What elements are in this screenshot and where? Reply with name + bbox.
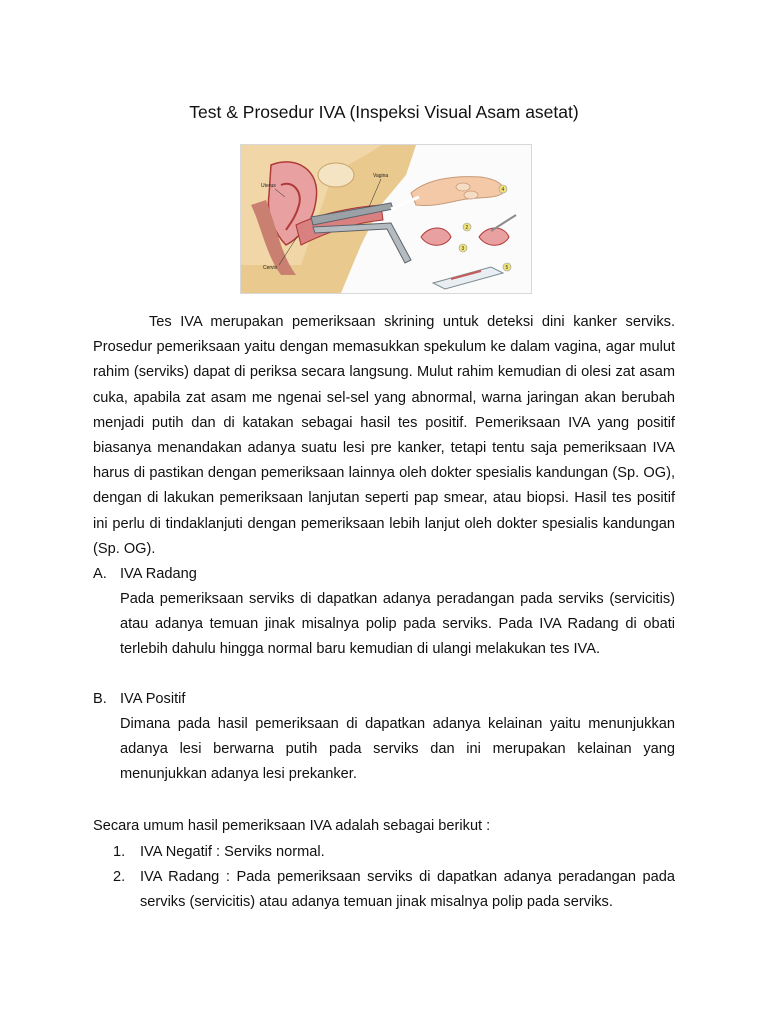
swab-tool xyxy=(491,215,516,231)
result-number: 1. xyxy=(113,844,126,860)
step-number: 4 xyxy=(501,187,505,193)
section-b-marker: B. xyxy=(93,691,107,707)
result-item: IVA Negatif : Serviks normal. xyxy=(140,844,325,860)
label-cervix: Cervix xyxy=(263,265,278,271)
section-b-text: Dimana pada hasil pemeriksaan di dapatkan adanya kelainan yaitu menunjukkan adanya lesi berwarna putih pada serviks dan ini merupakan kelainan yang menunjukkan adanya lesi prekanker. xyxy=(120,716,675,783)
result-item: IVA Radang : Pada pemeriksaan serviks di dapatkan adanya peradangan pada serviks (servicitis) atau adanya temuan jinak misalnya polip pada serviks. xyxy=(140,869,675,911)
hand-shape xyxy=(411,177,504,206)
intro-paragraph: Tes IVA merupakan pemeriksaan skrining untuk deteksi dini kanker serviks. Prosedur pemeriksaan yaitu dengan memasukkan spekulum ke dalam vagina, agar mulut rahim (serviks) dapat di periksa secara langsung. Mulut rahim kemudian di olesi zat asam cuka, apabila zat asam me ngenai sel-sel yang abnormal, warna jaringan akan berubah menjadi putih dan di katakan sebagai hasil tes positif. Pemeriksaan IVA yang positif biasanya menandakan adanya suatu lesi pre kanker, tetapi tentu saja pemeriksaan IVA harus di pastikan dengan pemeriksaan lainnya oleh dokter spesialis kandungan (Sp. OG), dengan di lakukan pemeriksaan lanjutan seperti pap smear, atau biopsi. Hasil tes positif ini perlu di tindaklanjuti dengan pemeriksaan lebih lanjut oleh dokter spesialis kandungan (Sp. OG). xyxy=(93,314,675,557)
anatomy-diagram xyxy=(241,145,531,293)
cervix-closeup-2 xyxy=(479,228,509,245)
iva-procedure-illustration xyxy=(240,144,532,294)
step-number: 5 xyxy=(505,265,509,271)
label-vagina: Vagina xyxy=(373,173,389,179)
bladder-shape xyxy=(318,163,354,187)
cervix-closeup-1 xyxy=(421,228,451,245)
step-number: 2 xyxy=(465,225,469,231)
result-number: 2. xyxy=(113,869,126,885)
finger-shape xyxy=(464,191,478,199)
glass-slide xyxy=(433,267,503,289)
section-a-marker: A. xyxy=(93,566,107,582)
section-a-text: Pada pemeriksaan serviks di dapatkan adanya peradangan pada serviks (servicitis) atau adanya temuan jinak misalnya polip pada serviks. Pada IVA Radang di obati terlebih dahulu hingga normal baru kemudian di ulangi melakukan tes IVA. xyxy=(120,591,675,658)
page-title: Test & Prosedur IVA (Inspeksi Visual Asam asetat) xyxy=(189,102,579,122)
finger-shape xyxy=(456,183,470,191)
step-number: 3 xyxy=(461,246,465,252)
summary-line: Secara umum hasil pemeriksaan IVA adalah sebagai berikut : xyxy=(93,818,491,834)
label-uterus: Uterus xyxy=(261,183,276,189)
section-b-heading: IVA Positif xyxy=(120,691,186,707)
section-a-heading: IVA Radang xyxy=(120,566,197,582)
